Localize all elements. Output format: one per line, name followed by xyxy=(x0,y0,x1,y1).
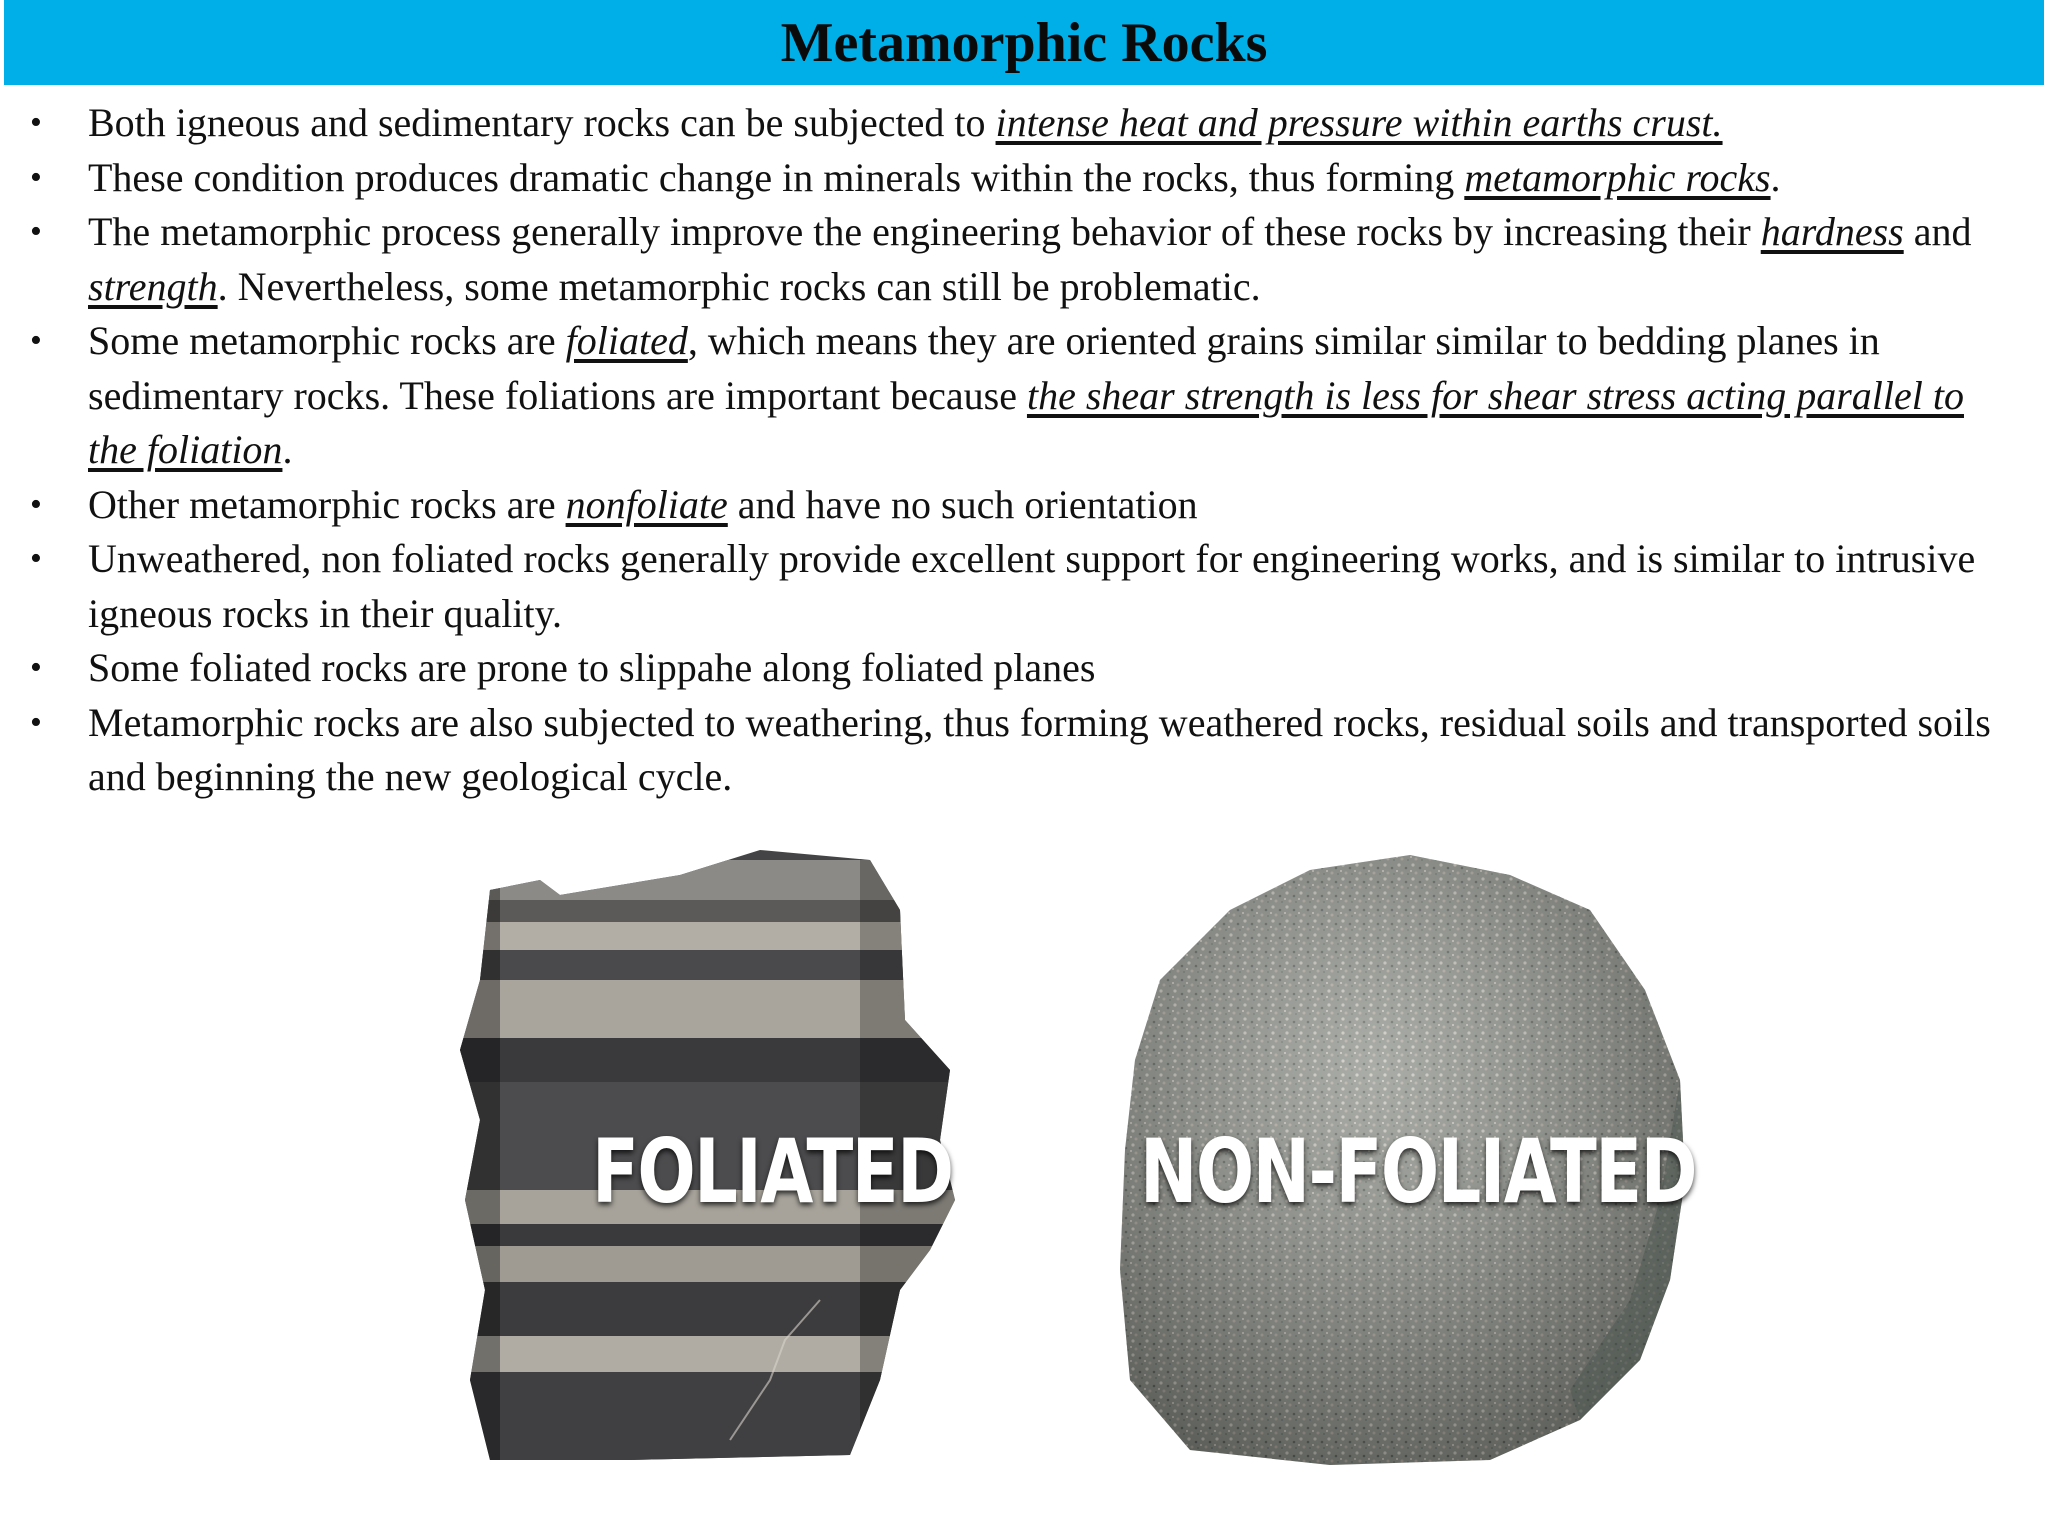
bullet-dot: • xyxy=(30,540,42,577)
rock-comparison-figure xyxy=(430,820,1730,1480)
page-title: Metamorphic Rocks xyxy=(780,11,1268,74)
bullet-dot: • xyxy=(30,158,42,196)
bullet-text: Some metamorphic rocks are xyxy=(88,318,566,363)
bullet-text: , which means they are oriented grains similar similar to bedding planes in sedimentary rocks. These foliations are important because xyxy=(88,318,1880,418)
emphasized-text: intense heat and pressure within earths crust. xyxy=(995,100,1723,145)
bullet-text: . xyxy=(282,427,293,472)
bullet-text: . Nevertheless, some metamorphic rocks can still be problematic. xyxy=(217,263,1261,309)
bullet-text: Other metamorphic rocks are xyxy=(88,481,566,527)
bullet-text: Metamorphic rocks are also subjected to weathering, thus forming weathered rocks, residual soils and transported soils and beginning the new geological cycle. xyxy=(88,699,1991,799)
bullet-text: Both igneous and sedimentary rocks can be subjected to xyxy=(88,100,996,145)
title-bar xyxy=(4,0,2044,85)
bullet-text: Unweathered, non foliated rocks generally provide excellent support for engineering works, and is similar to intrusive igneous rocks in their quality. xyxy=(88,536,1976,636)
bullet-text: and have no such orientation xyxy=(727,481,1198,527)
foliated-label: FOLIATED xyxy=(592,1120,953,1223)
bullet-text: Some foliated rocks are prone to slippahe along foliated planes xyxy=(88,645,1096,690)
bullet-text: The metamorphic process generally improve the engineering behavior of these rocks by increasing their xyxy=(88,209,1761,254)
bullet-item xyxy=(0,696,2048,805)
bullet-text: These condition produces dramatic change in minerals within the rocks, thus forming xyxy=(88,154,1465,200)
emphasized-text: strength xyxy=(88,263,218,309)
bullet-item xyxy=(0,532,2048,641)
bullet-text: and xyxy=(1903,209,1972,254)
bullet-item xyxy=(0,314,2048,478)
emphasized-text: metamorphic rocks xyxy=(1464,154,1771,200)
emphasized-text: hardness xyxy=(1760,209,1904,254)
bullet-list xyxy=(0,96,2048,805)
bullet-item xyxy=(0,151,2048,206)
bullet-dot: • xyxy=(30,322,42,359)
bullet-dot: • xyxy=(30,703,42,741)
emphasized-text: foliated xyxy=(565,318,688,363)
bullet-item xyxy=(0,205,2048,314)
emphasized-text: the shear strength is less for shear stress acting parallel to the foliation xyxy=(88,372,1964,472)
bullet-item xyxy=(0,96,2048,151)
non-foliated-label: NON-FOLIATED xyxy=(1140,1120,1697,1223)
bullet-item xyxy=(0,478,2048,533)
emphasized-text: nonfoliate xyxy=(565,481,728,527)
bullet-text: . xyxy=(1770,154,1781,200)
bullet-dot: • xyxy=(30,104,42,141)
bullet-dot: • xyxy=(30,213,42,250)
bullet-dot: • xyxy=(30,485,42,523)
bullet-item xyxy=(0,641,2048,696)
bullet-dot: • xyxy=(30,649,42,686)
